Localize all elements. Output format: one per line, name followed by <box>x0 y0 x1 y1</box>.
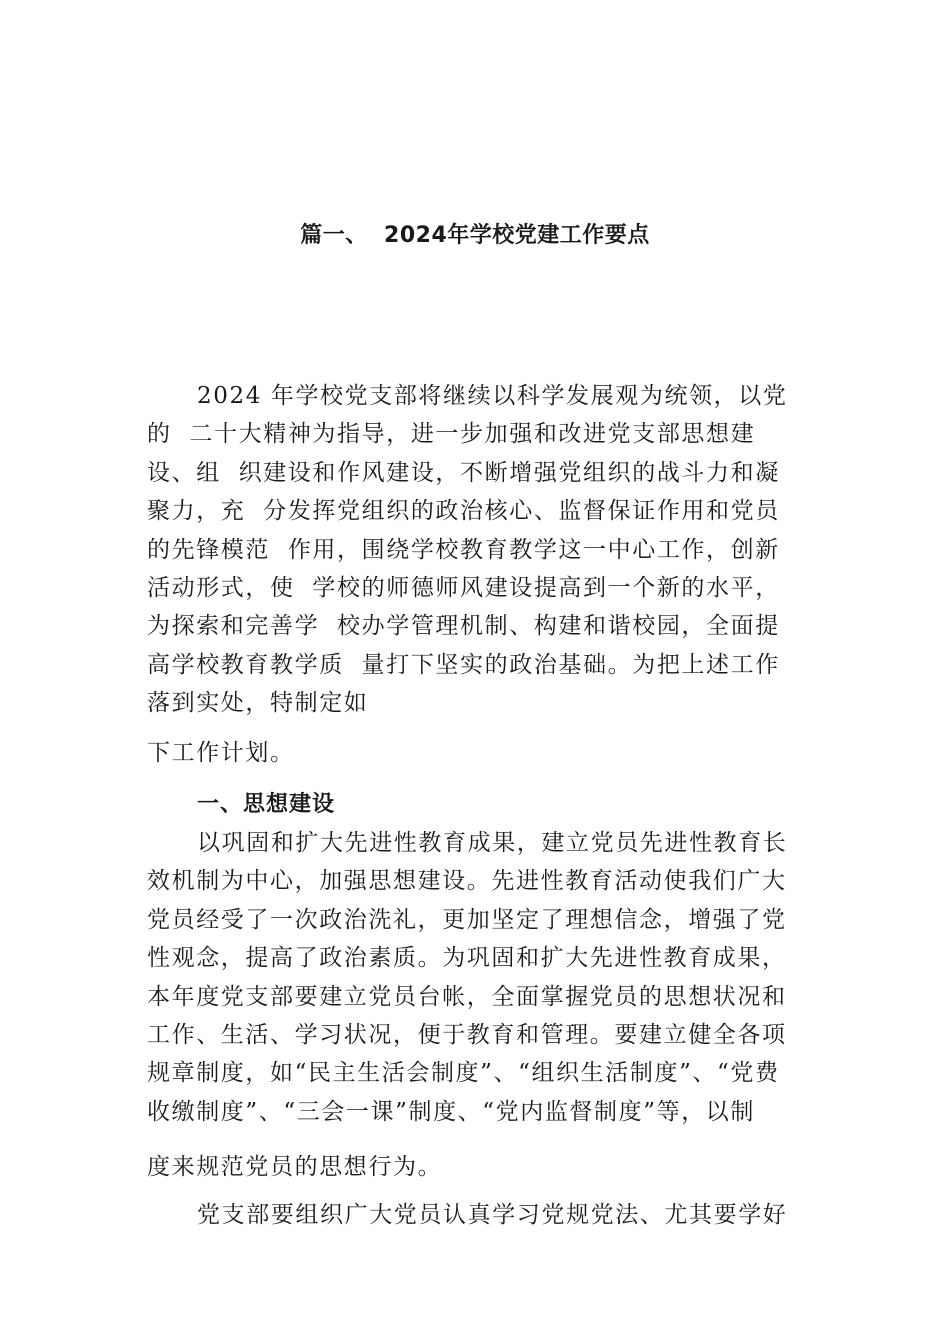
paragraph-line: 收缴制度”、“三会一课”制度、“党内监督制度”等，以制 <box>147 1098 755 1125</box>
paragraph-line: 的 二十大精神为指导，进一步加强和改进党支部思想建 <box>147 421 756 448</box>
section1-tail-line: 度来规范党员的思想行为。 <box>147 1154 443 1180</box>
paragraph-line: 性观念，提高了政治素质。为巩固和扩大先进性教育成果， <box>147 945 787 972</box>
intro-tail-line: 下工作计划。 <box>147 740 295 766</box>
paragraph-line: 工作、生活、学习状况，便于教育和管理。要建立健全各项 <box>147 1021 787 1048</box>
document-title: 篇一、 2024年学校党建工作要点 <box>300 223 650 248</box>
paragraph-line: 活动形式，使 学校的师德师风建设提高到一个新的水平， <box>147 574 780 601</box>
paragraph-line: 设、组 织建设和作风建设，不断增强党组织的战斗力和凝 <box>147 459 780 486</box>
paragraph-line: 高学校教育教学质 量打下坚实的政治基础。为把上述工作 <box>147 651 780 678</box>
intro-paragraph <box>147 377 811 723</box>
paragraph-line: 聚力，充 分发挥党组织的政治核心、监督保证作用和党员 <box>147 498 780 525</box>
paragraph-line: 的先锋模范 作用，围绕学校教育教学这一中心工作，创新 <box>147 536 780 563</box>
paragraph-line: 效机制为中心，加强思想建设。先进性教育活动使我们广大 <box>147 868 787 895</box>
section-heading-ideology: 一、思想建设 <box>197 792 336 817</box>
section1-paragraph <box>147 824 811 1131</box>
paragraph-line: 党员经受了一次政治洗礼，更加坚定了理想信念，增强了党 <box>147 906 787 933</box>
paragraph-line: 为探索和完善学 校办学管理机制、构建和谐校园，全面提 <box>147 613 780 640</box>
paragraph-line: 规章制度，如“民主生活会制度”、“组织生活制度”、“党费 <box>147 1060 780 1087</box>
section2-first-line: 党支部要组织广大党员认真学习党规党法、尤其要学好 <box>197 1202 788 1228</box>
paragraph-line: 以巩固和扩大先进性教育成果，建立党员先进性教育长 <box>197 830 788 856</box>
paragraph-line: 2024 年学校党支部将继续以科学发展观为统领，以党 <box>197 383 788 409</box>
paragraph-line: 本年度党支部要建立党员台帐，全面掌握党员的思想状况和 <box>147 983 787 1010</box>
paragraph-line: 落到实处，特制定如 <box>147 690 369 717</box>
